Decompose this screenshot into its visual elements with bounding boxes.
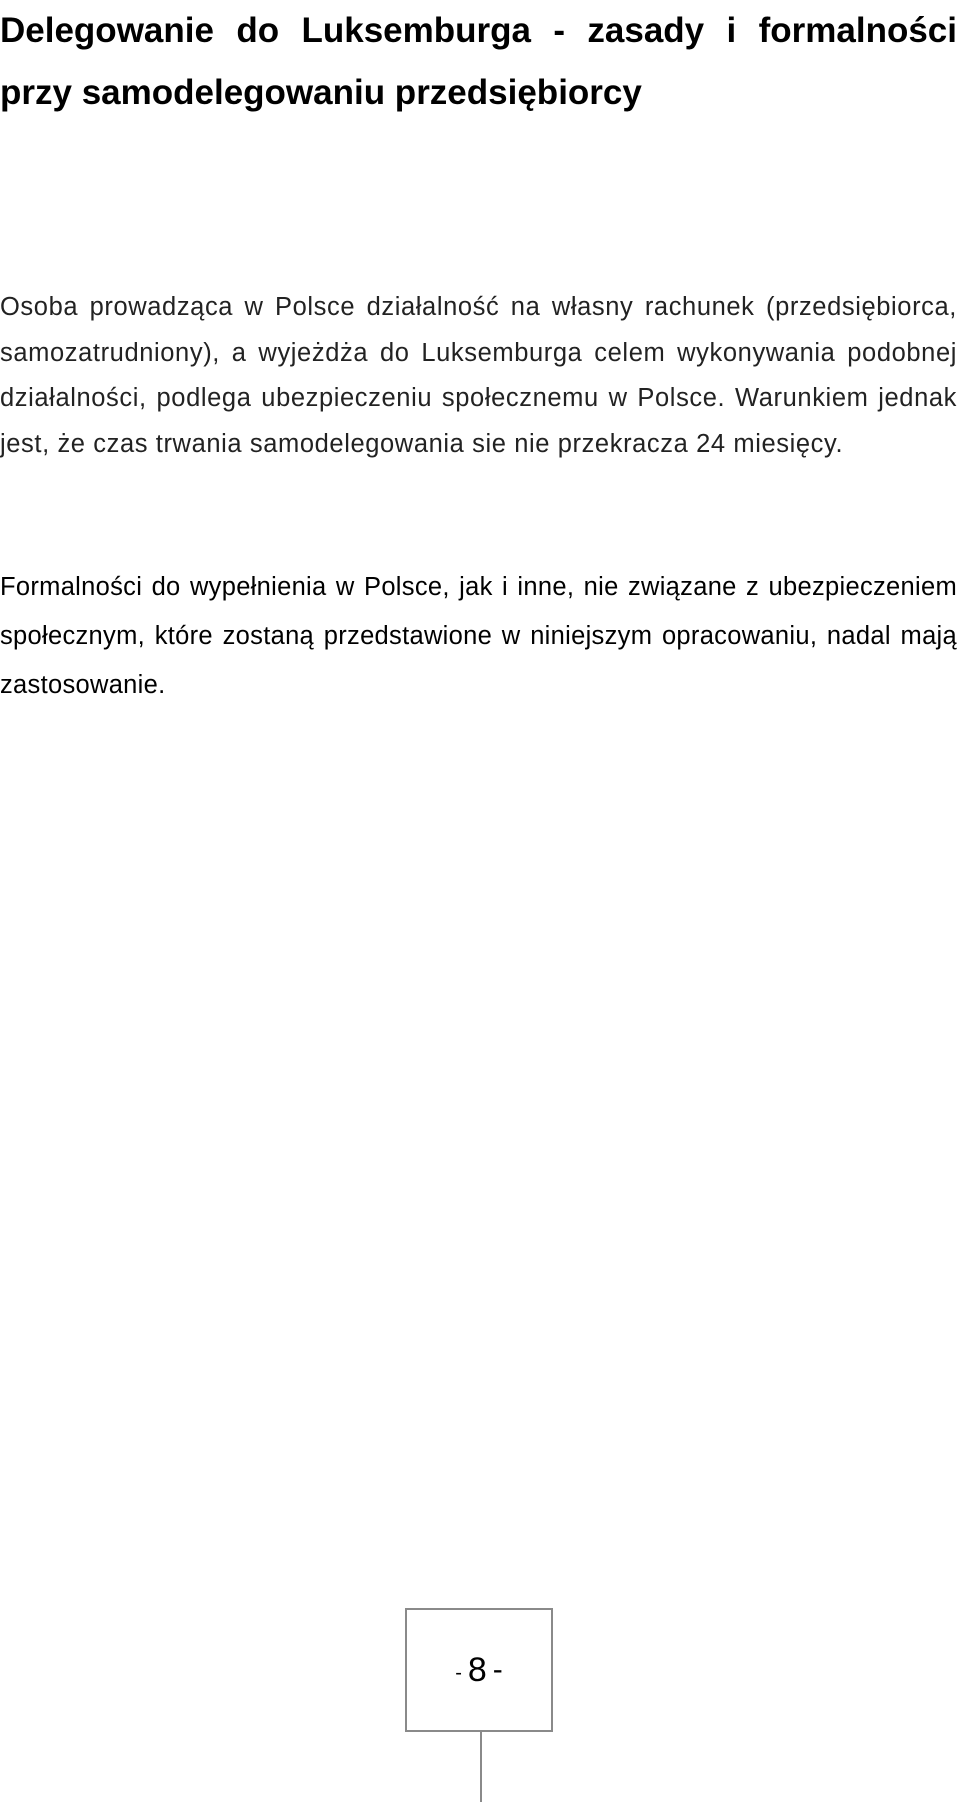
page-number-dash-left: - — [455, 1661, 462, 1684]
page-number-box — [405, 1608, 553, 1732]
page-number — [455, 1651, 503, 1690]
paragraph-formalities: Formalności do wypełnienia w Polsce, jak i inne, nie związane z ubezpieczeniem społecznym, które zostaną przedstawione w niniejszym opracowaniu, nadal mają zastosowanie. — [0, 573, 957, 699]
page-number-dash-right: - — [492, 1653, 503, 1686]
page-number-value: 8 — [467, 1650, 487, 1689]
paragraph-self-employment: Osoba prowadząca w Polsce działalność na własny rachunek (przedsiębiorca, samozatrudniony), a wyjeżdża do Luksemburga celem wykonywania podobnej działalności, podlega ubezpieczeniu społecznemu w Polsce. Warunkiem jednak jest, że czas trwania samodelegowania sie nie przekracza 24 miesięcy. — [0, 293, 957, 458]
page-title: Delegowanie do Luksemburga - zasady i formalności przy samodelegowaniu przedsiębiorcy — [0, 11, 957, 112]
footer-connector-line — [480, 1732, 482, 1802]
